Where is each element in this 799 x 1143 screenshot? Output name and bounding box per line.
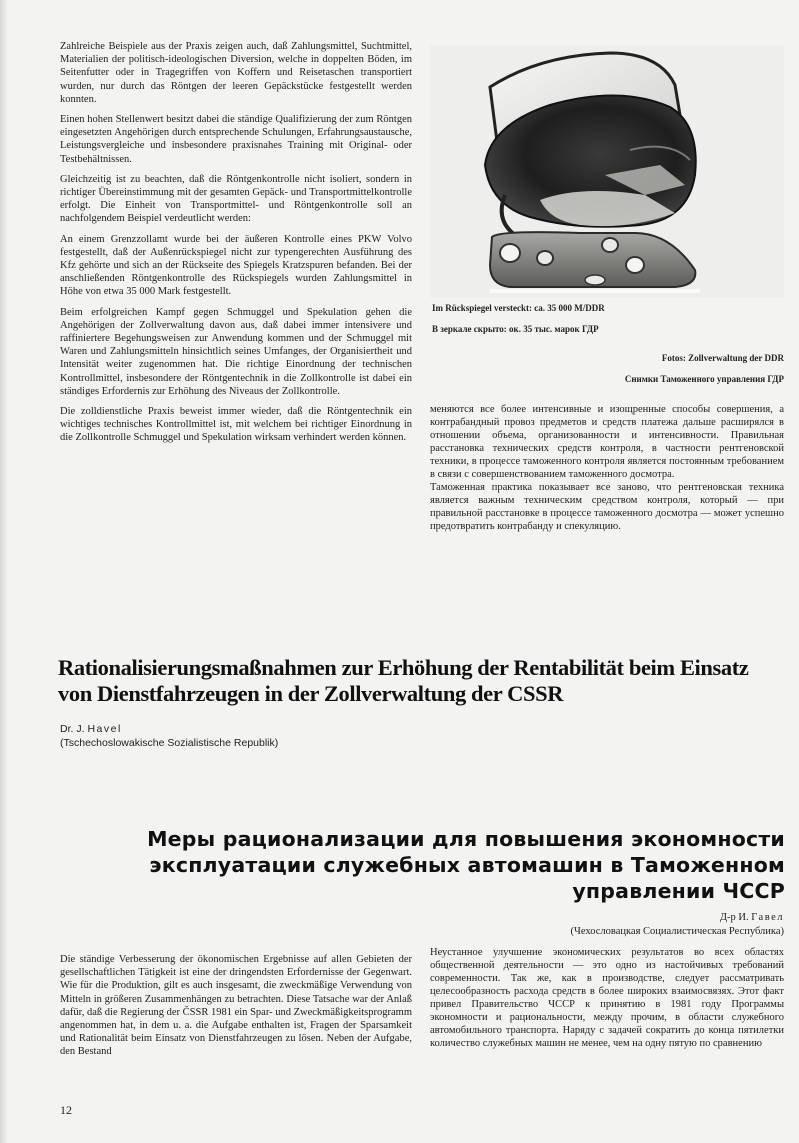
- author-prefix: Д-р И.: [719, 912, 749, 923]
- author-block-german: [60, 722, 278, 750]
- author-prefix: Dr. J.: [60, 723, 85, 735]
- author-line: [571, 911, 784, 925]
- photo-caption-german: Im Rückspiegel versteckt: ca. 35 000 M/DDR: [432, 303, 605, 313]
- paragraph: Beim erfolgreichen Kampf gegen Schmuggel und Spekulation gehen die Angehörigen der Zollverwaltung davon aus, daß dabei immer intensivere und raffiniertere Begehungsweisen zur Anwendung kommen und der Schmuggel mit Waren und Zahlungsmitteln hinsichtlich seines Umfanges, der Organisiertheit und Intensität weiter zugenommen hat. Die richtige Einordnung der technischen Kontrollmittel, insbesondere der Röntgentechnik in die Zollkontrolle ist dabei ein ständiges Erfordernis zur Erhöhung des Niveaus der Zollkontrolle.: [60, 306, 412, 397]
- left-column-bottom: [60, 953, 412, 1066]
- paragraph: Die zolldienstliche Praxis beweist immer wieder, daß die Röntgentechnik ein wichtiges technisches Kontrollmittel ist, mit welchem bei richtiger Einordnung in die Zollkontrolle Schmuggel und Spekulation wirksam verhindert werden können.: [60, 406, 412, 444]
- article-title-russian: Меры рационализации для повышения экономности эксплуатации служебных автомашин в Таможенном управлении ЧССР: [147, 827, 785, 903]
- paragraph: меняются все более интенсивные и изощренные способы совершения, а контрабандный провоз предметов и средств платежа дальше расширялся в отношении объема, организованности и интенсивности. Правильная расстановка технических средств контроля, в частности рентгеновской техники, в процессе таможенного контроля является постоянным требованием в связи с совершенствованием таможенного досмотра.: [430, 404, 784, 480]
- right-column-top: [430, 403, 784, 533]
- paragraph: Таможенная практика показывает все заново, что рентгеновская техника является важным техническим средством контроля, который — при правильной расстановке в процессе таможенного досмотра — может успешно предотвратить контрабанду и спекуляцию.: [430, 482, 784, 532]
- author-name: Havel: [87, 723, 122, 735]
- article-title-german: Rationalisierungsmaßnahmen zur Erhöhung der Rentabilität beim Einsatz von Dienstfahrzeugen in der Zollverwaltung der CSSR: [58, 655, 749, 706]
- right-column-bottom: [430, 946, 784, 1050]
- scan-edge: [0, 0, 8, 1143]
- author-name: Гавел: [751, 912, 784, 923]
- paragraph: Die ständige Verbesserung der ökonomischen Ergebnisse auf allen Gebieten der gesellschaftlichen Tätigkeit ist eine der dringendsten Erfordernisse der Gegenwart. Wie für die Produktion, gilt es auch insgesamt, die zweckmäßige Verwendung von Mitteln in größeren Zusammenhängen zu betrachten. Diese Tatsache war der Anlaß dafür, daß die Regierung der ČSSR 1981 ein Spar- und Zweckmäßigkeitsprogramm angenommen hat, in dem u. a. die Aufgabe enthalten ist, Fragen der Sparsamkeit und Rationalität beim Einsatz von Dienstfahrzeugen zu lösen. Neben der Aufgabe, den Bestand: [60, 954, 412, 1058]
- author-country: (Tschechoslowakische Sozialistische Republik): [60, 737, 279, 749]
- photo-caption-russian: В зеркале скрыто: ок. 35 тыс. марок ГДР: [432, 324, 599, 334]
- mirror-photo-image: [430, 45, 784, 298]
- paragraph: Gleichzeitig ist zu beachten, daß die Röntgenkontrolle nicht isoliert, sondern in richtiger Übereinstimmung mit der gesamten Gepäck- und Transportmittelkontrolle erfolgt. Die Einheit von Transportmittel- und Röntgenkontrolle soll an nachfolgendem Beispiel verdeutlicht werden:: [60, 173, 412, 225]
- author-country: (Чехословацкая Социалистическая Республика): [570, 926, 784, 937]
- mirror-photo: [430, 45, 784, 298]
- author-line: [60, 722, 278, 736]
- paragraph: Неустанное улучшение экономических результатов во всех областях общественной деятельности — это одно из настойчивых требований современности. Так же, как в производстве, следует рассматривать целесообразность расхода средств в более широких взаимосвязях. Этот факт привел Правительство ЧССР к принятию в 1981 году Программы экономности и рациональности, между прочим, в области служебного автомобильного транспорта. Наряду с задачей сократить до конца пятилетки количество служебных машин не менее, чем на одну пятую по сравнению: [430, 947, 784, 1049]
- paragraph: An einem Grenzzollamt wurde bei der äußeren Kontrolle eines PKW Volvo festgestellt, daß der Außenrückspiegel nicht zur typengerechten Ausführung des Kfz gehörte und sich an der Rückseite des Spiegels Kratzspuren befanden. Bei der anschließenden Röntgenkontrolle des Rückspiegels wurden Zahlungsmittel in Höhe von etwa 35 000 Mark festgestellt.: [60, 233, 412, 298]
- paragraph: Einen hohen Stellenwert besitzt dabei die ständige Qualifizierung der zum Röntgen eingesetzten Angehörigen durch entsprechende Schulungen, Erfahrungsaustausche, Leistungsvergleiche und insbesondere praxisnahes Training mit Original- oder Testbehältnissen.: [60, 114, 412, 165]
- photo-credit-russian: Снимки Таможенного управления ГДР: [624, 374, 784, 384]
- paragraph: Zahlreiche Beispiele aus der Praxis zeigen auch, daß Zahlungsmittel, Suchtmittel, Materialien der politisch-ideologischen Diversion, welche in doppelten Böden, im Seitenfutter oder in Tragegriffen von Koffern und Reisetaschen transportiert wurden, nur durch das Röntgen der leeren Gepäckstücke festgestellt werden konnten.: [60, 41, 412, 105]
- photo-credit-german: Fotos: Zollverwaltung der DDR: [661, 353, 784, 363]
- author-block-russian: [571, 911, 784, 939]
- left-column-top: [60, 40, 412, 452]
- page-number: 12: [60, 1103, 72, 1117]
